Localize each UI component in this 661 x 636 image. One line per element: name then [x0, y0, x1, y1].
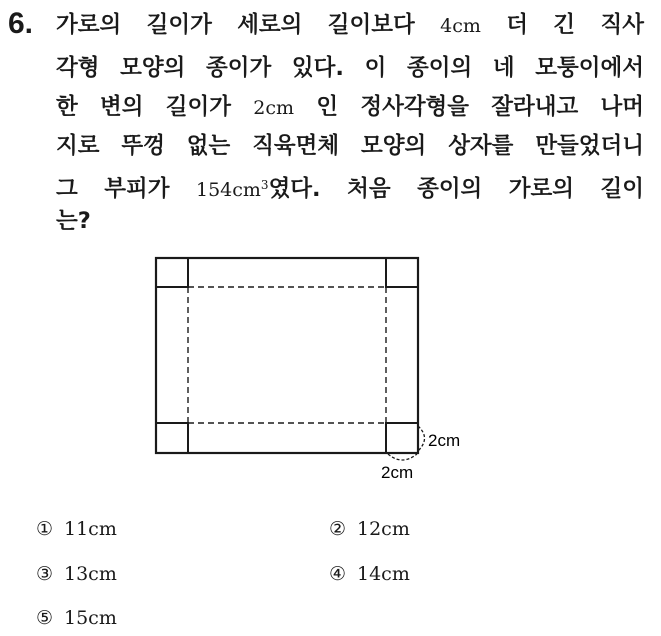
choice-3[interactable] — [36, 562, 117, 586]
length-value: 2cm — [253, 97, 295, 119]
choice-4[interactable] — [329, 562, 410, 586]
corner-square-top-left — [156, 258, 188, 287]
bottom-measure-bracket — [388, 454, 417, 460]
question-text: 였다. 처음 종이의 가로의 길이 — [268, 176, 644, 202]
question-text: 그 부피가 — [56, 176, 170, 202]
corner-square-bottom-left — [156, 423, 188, 453]
choice-marker: ④ — [329, 563, 347, 585]
length-value: 4cm — [440, 15, 481, 37]
question-text: 는? — [56, 208, 91, 234]
choice-1[interactable] — [36, 517, 117, 541]
question-number: 6. — [8, 7, 34, 40]
choice-text: 12cm — [357, 518, 410, 540]
paper-outline — [156, 258, 418, 453]
choice-marker: ⑤ — [36, 607, 54, 629]
corner-square-top-right — [386, 258, 418, 287]
question-text: 각형 모양의 종이가 있다. 이 종이의 네 모퉁이에서 — [56, 55, 644, 81]
choice-2[interactable] — [329, 517, 410, 541]
fold-lines — [188, 287, 386, 423]
question-line-2 — [56, 52, 644, 84]
choice-text: 13cm — [64, 563, 117, 585]
question-line-3 — [56, 91, 644, 124]
question-text: 가로의 길이가 세로의 길이보다 — [56, 12, 415, 38]
volume-exponent: 3 — [260, 178, 269, 192]
question-line-6 — [56, 205, 644, 237]
choice-text: 11cm — [64, 518, 117, 540]
volume-number: 154cm — [195, 179, 261, 201]
side-length-label: 2cm — [428, 431, 461, 450]
choice-marker: ② — [329, 518, 347, 540]
choice-text: 15cm — [64, 607, 117, 629]
question-text: 더 긴 직사 — [506, 12, 644, 38]
question-line-5 — [56, 169, 644, 206]
bottom-length-label: 2cm — [381, 463, 414, 482]
choice-marker: ① — [36, 518, 54, 540]
choice-text: 14cm — [357, 563, 410, 585]
question-line-1 — [56, 9, 644, 42]
volume-value — [196, 179, 269, 201]
question-text: 인 정사각형을 잘라내고 나머 — [316, 94, 645, 120]
question-text: 지로 뚜껑 없는 직육면체 모양의 상자를 만들었더니 — [56, 133, 644, 159]
question-text: 한 변의 길이가 — [56, 94, 231, 120]
choice-5[interactable] — [36, 606, 117, 630]
side-measure-bracket — [418, 426, 425, 451]
choice-marker: ③ — [36, 563, 54, 585]
corner-square-bottom-right — [386, 423, 418, 453]
question-line-4 — [56, 130, 644, 162]
